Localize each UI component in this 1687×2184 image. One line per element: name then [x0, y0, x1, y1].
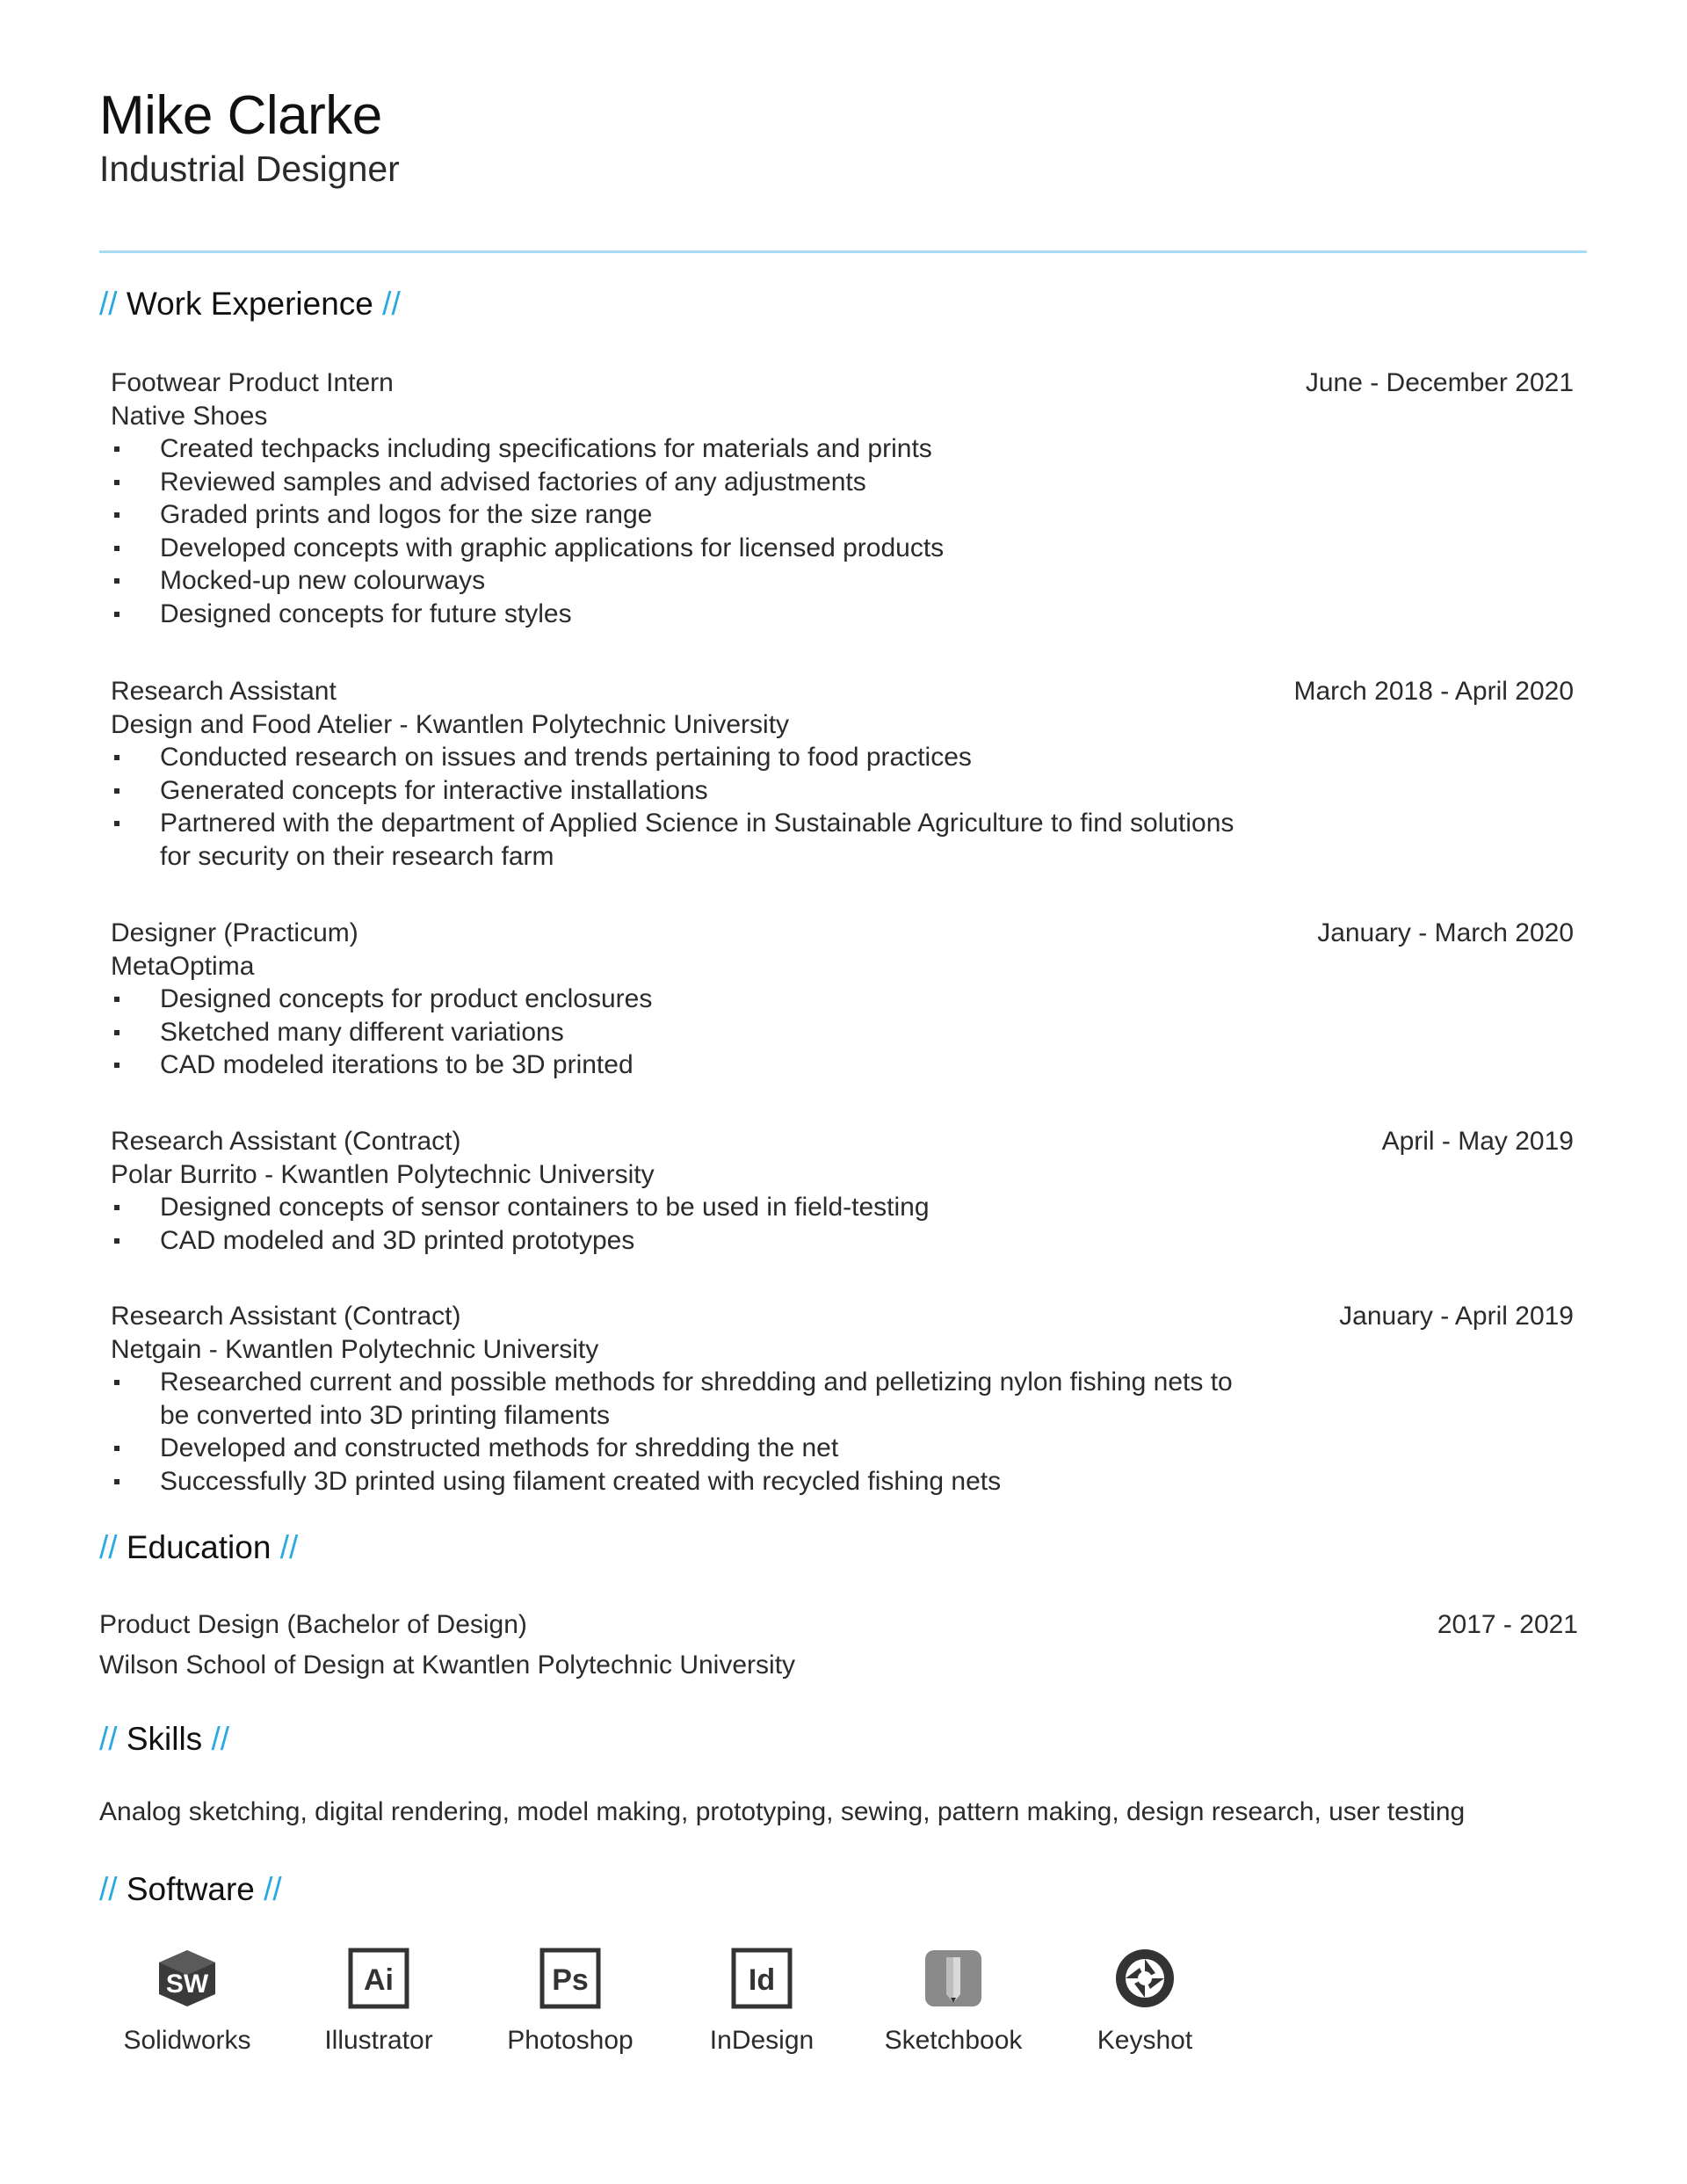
- bullet-marker: [114, 788, 119, 794]
- software-item-photoshop: [482, 1947, 658, 2056]
- list-item: [111, 466, 1258, 499]
- bullet-marker: [114, 1238, 119, 1244]
- list-item: [111, 774, 1258, 808]
- list-item: [111, 1366, 1258, 1432]
- bullet-text: Mocked-up new colourways: [160, 566, 486, 595]
- bullet-text: Developed and constructed methods for shredding the net: [160, 1433, 839, 1462]
- header-divider: [99, 250, 1587, 253]
- job-entry: [111, 1125, 1574, 1257]
- heading-label: Software: [126, 1871, 255, 1907]
- bullet-text: Designed concepts for future styles: [160, 599, 572, 628]
- bullet-marker: [114, 578, 119, 584]
- list-item: [111, 1191, 1258, 1224]
- education-dates: 2017 - 2021: [1437, 1610, 1578, 1639]
- bullet-marker: [114, 1446, 119, 1451]
- solidworks-icon: [156, 1947, 219, 2010]
- list-item: [111, 1224, 1258, 1258]
- software-label: Sketchbook: [884, 2026, 1023, 2055]
- bullet-marker: [114, 546, 119, 551]
- heading-slash: //: [99, 1529, 118, 1565]
- job-role: Designer (Practicum): [111, 918, 358, 947]
- bullet-marker: [114, 480, 119, 485]
- list-item: [111, 1465, 1258, 1498]
- list-item: [111, 532, 1258, 565]
- job-bullets: [111, 983, 1574, 1082]
- heading-label: Education: [126, 1529, 272, 1565]
- list-item: [111, 432, 1258, 466]
- solidworks-icon-text: SW: [165, 1970, 209, 1999]
- keyshot-icon: [1113, 1947, 1177, 2010]
- job-company: Native Shoes: [111, 401, 268, 431]
- heading-label: Skills: [126, 1721, 203, 1757]
- heading-slash: //: [99, 1721, 118, 1757]
- list-item: [111, 1432, 1258, 1465]
- bullet-marker: [114, 1380, 119, 1385]
- job-bullets: [111, 741, 1574, 873]
- skills-list: Analog sketching, digital rendering, model making, prototyping, sewing, pattern making, design research, user testing: [99, 1797, 1466, 1826]
- software-item-keyshot: [1057, 1947, 1233, 2056]
- software-item-solidworks: [99, 1947, 275, 2056]
- job-company: MetaOptima: [111, 951, 255, 981]
- job-bullets: [111, 1191, 1574, 1257]
- software-label: InDesign: [709, 2026, 815, 2055]
- job-role: Research Assistant (Contract): [111, 1127, 461, 1156]
- job-header: [111, 1300, 1574, 1333]
- heading-slash: //: [211, 1721, 230, 1757]
- bullet-marker: [114, 1205, 119, 1210]
- heading-label: Work Experience: [126, 286, 373, 322]
- list-item: [111, 598, 1258, 631]
- bullet-text: CAD modeled and 3D printed prototypes: [160, 1225, 635, 1255]
- job-header: [111, 366, 1574, 400]
- illustrator-icon-text: Ai: [364, 1963, 394, 1997]
- list-item: [111, 983, 1258, 1016]
- job-entry: [111, 675, 1574, 873]
- section-heading-education: [99, 1530, 298, 1566]
- job-role: Research Assistant: [111, 677, 337, 706]
- job-entry: [111, 917, 1574, 1082]
- indesign-icon-text: Id: [748, 1963, 776, 1997]
- job-dates: April - May 2019: [1381, 1127, 1574, 1156]
- job-company: Polar Burrito - Kwantlen Polytechnic University: [111, 1159, 655, 1189]
- bullet-text: Created techpacks including specifications for materials and prints: [160, 434, 932, 463]
- bullet-text: Designed concepts of sensor containers to be used in field-testing: [160, 1193, 930, 1222]
- bullet-text: Conducted research on issues and trends pertaining to food practices: [160, 743, 972, 772]
- job-bullets: [111, 432, 1574, 630]
- job-dates: March 2018 - April 2020: [1293, 677, 1574, 706]
- bullet-text: CAD modeled iterations to be 3D printed: [160, 1050, 634, 1079]
- education-header: [99, 1605, 1578, 1645]
- heading-slash: //: [382, 286, 401, 322]
- sketchbook-icon: [922, 1947, 985, 2010]
- bullet-marker: [114, 446, 119, 452]
- section-heading-software: [99, 1872, 282, 1908]
- heading-slash: //: [264, 1871, 282, 1907]
- photoshop-icon: [539, 1947, 602, 2010]
- bullet-text: Reviewed samples and advised factories of any adjustments: [160, 467, 866, 497]
- job-bullets: [111, 1366, 1574, 1498]
- job-role: Research Assistant (Contract): [111, 1302, 461, 1331]
- software-item-indesign: [674, 1947, 850, 2056]
- bullet-marker: [114, 997, 119, 1002]
- candidate-name: Mike Clarke: [99, 85, 382, 146]
- bullet-text: Developed concepts with graphic applications for licensed products: [160, 533, 945, 562]
- bullet-text: Designed concepts for product enclosures: [160, 984, 653, 1013]
- heading-slash: //: [99, 1871, 118, 1907]
- bullet-marker: [114, 612, 119, 617]
- job-header: [111, 675, 1574, 708]
- bullet-marker: [114, 512, 119, 518]
- bullet-marker: [114, 755, 119, 760]
- bullet-marker: [114, 821, 119, 826]
- job-dates: June - December 2021: [1305, 368, 1574, 397]
- software-item-illustrator: [291, 1947, 467, 2056]
- section-heading-skills: [99, 1722, 229, 1758]
- software-label: Keyshot: [1097, 2026, 1193, 2055]
- education-school: Wilson School of Design at Kwantlen Polytechnic University: [99, 1651, 796, 1680]
- section-heading-work-experience: [99, 287, 401, 323]
- photoshop-icon-text: Ps: [552, 1963, 589, 1997]
- list-item: [111, 1048, 1258, 1082]
- bullet-text: Graded prints and logos for the size range: [160, 500, 653, 529]
- education-entry: [99, 1605, 1578, 1686]
- job-company: Netgain - Kwantlen Polytechnic University: [111, 1334, 599, 1364]
- list-item: [111, 741, 1258, 774]
- list-item: [111, 1016, 1258, 1049]
- bullet-text: Generated concepts for interactive installations: [160, 775, 708, 805]
- bullet-text: Researched current and possible methods for shredding and pelletizing nylon fishing nets to be converted into 3D printing filaments: [160, 1368, 1233, 1430]
- bullet-marker: [114, 1063, 119, 1068]
- job-dates: January - April 2019: [1339, 1302, 1574, 1331]
- bullet-text: Sketched many different variations: [160, 1017, 564, 1047]
- list-item: [111, 498, 1258, 532]
- bullet-text: Partnered with the department of Applied Science in Sustainable Agriculture to find solutions for security on their research farm: [160, 809, 1234, 871]
- software-list: [99, 1947, 1242, 2079]
- job-header: [111, 917, 1574, 950]
- heading-slash: //: [279, 1529, 299, 1565]
- heading-slash: //: [99, 286, 118, 322]
- job-role: Footwear Product Intern: [111, 368, 394, 397]
- list-item: [111, 564, 1258, 598]
- job-dates: January - March 2020: [1317, 918, 1574, 947]
- bullet-text: Successfully 3D printed using filament created with recycled fishing nets: [160, 1466, 1002, 1496]
- education-degree: Product Design (Bachelor of Design): [99, 1610, 527, 1639]
- bullet-marker: [114, 1030, 119, 1035]
- software-label: Photoshop: [507, 2026, 634, 2055]
- candidate-title: Industrial Designer: [99, 149, 400, 189]
- list-item: [111, 807, 1258, 873]
- job-header: [111, 1125, 1574, 1158]
- illustrator-icon: [347, 1947, 410, 2010]
- software-label: Solidworks: [123, 2026, 251, 2055]
- job-entry: [111, 1300, 1574, 1498]
- job-entry: [111, 366, 1574, 630]
- indesign-icon: [730, 1947, 793, 2010]
- software-item-sketchbook: [865, 1947, 1041, 2056]
- software-label: Illustrator: [324, 2026, 433, 2055]
- bullet-marker: [114, 1479, 119, 1484]
- job-company: Design and Food Atelier - Kwantlen Polytechnic University: [111, 709, 790, 739]
